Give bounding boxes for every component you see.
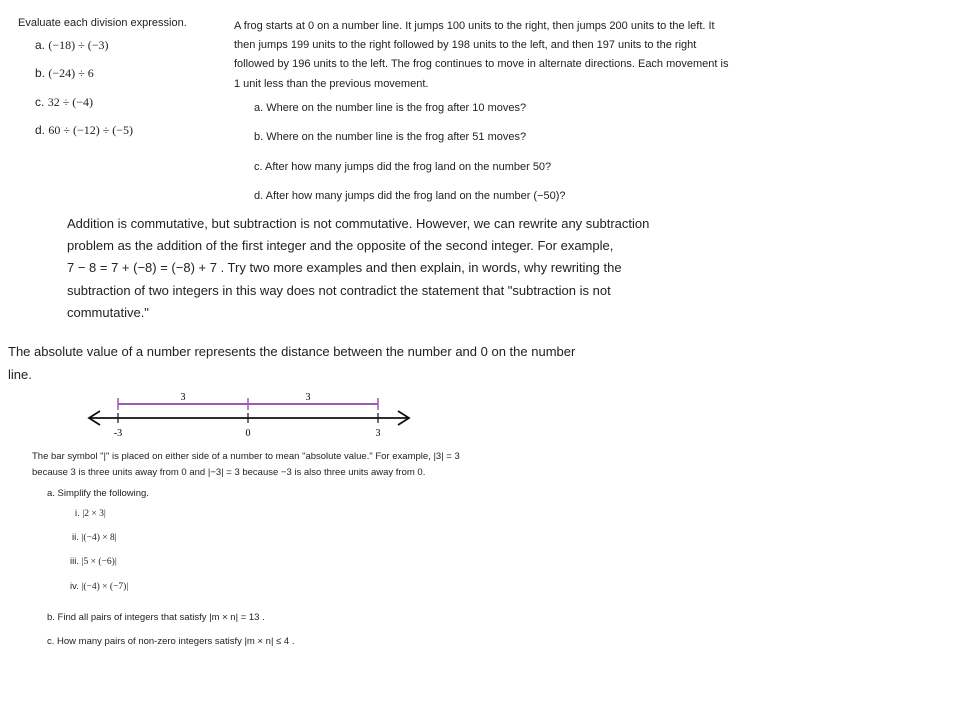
sub-item-label: ii. bbox=[72, 532, 79, 543]
frog-question-c: c. After how many jumps did the frog land on the number 50? bbox=[254, 161, 552, 173]
part-b-question: b. Find all pairs of integers that satisfy |m × n| = 13 . bbox=[47, 612, 265, 623]
division-item-label: b. bbox=[35, 66, 46, 80]
sub-item-label: iv. bbox=[70, 581, 79, 592]
commutative-line-5: commutative." bbox=[67, 305, 149, 320]
sub-item-expr: |(−4) × (−7)| bbox=[81, 582, 129, 592]
division-heading: Evaluate each division expression. bbox=[18, 17, 187, 29]
division-item-expr: 60 ÷ (−12) ÷ (−5) bbox=[48, 123, 134, 137]
bar-text-line-2: because 3 is three units away from 0 and |−3| = 3 because −3 is also three units away from 0. bbox=[32, 467, 426, 478]
part-a-heading: a. Simplify the following. bbox=[47, 488, 149, 499]
sub-item-ii bbox=[72, 532, 117, 543]
commutative-line-4: subtraction of two integers in this way does not contradict the statement that "subtraction is not bbox=[67, 283, 611, 298]
absolute-intro-line-1: The absolute value of a number represents the distance between the number and 0 on the number bbox=[8, 344, 576, 359]
part-c-question: c. How many pairs of non-zero integers satisfy |m × n| ≤ 4 . bbox=[47, 636, 295, 647]
division-item-label: c. bbox=[35, 95, 45, 109]
frog-text-line-2: then jumps 199 units to the right followed by 198 units to the left, and then 197 units to the right bbox=[234, 39, 697, 51]
absolute-intro-line-2: line. bbox=[8, 367, 32, 382]
sub-item-expr: |5 × (−6)| bbox=[81, 557, 117, 567]
sub-item-iii bbox=[70, 556, 117, 567]
distance-label-right: 3 bbox=[305, 392, 311, 403]
frog-text-line-3: followed by 196 units to the left. The frog continues to move in alternate directions. Each movement is bbox=[234, 58, 729, 70]
frog-question-a: a. Where on the number line is the frog after 10 moves? bbox=[254, 102, 527, 114]
division-item-expr: (−24) ÷ 6 bbox=[48, 66, 94, 80]
commutative-line-1: Addition is commutative, but subtraction is not commutative. However, we can rewrite any subtraction bbox=[67, 216, 650, 231]
tick-label-neg3: -3 bbox=[113, 428, 123, 439]
distance-label-left: 3 bbox=[180, 392, 186, 403]
sub-item-label: i. bbox=[75, 508, 80, 519]
sub-item-expr: |(−4) × 8| bbox=[81, 533, 117, 543]
frog-question-b: b. Where on the number line is the frog after 51 moves? bbox=[254, 131, 527, 143]
sub-item-iv bbox=[70, 581, 128, 592]
sub-item-expr: |2 × 3| bbox=[82, 509, 106, 519]
sub-item-i bbox=[75, 508, 106, 519]
division-item-expr: 32 ÷ (−4) bbox=[47, 95, 94, 109]
frog-question-d: d. After how many jumps did the frog land on the number (−50)? bbox=[254, 190, 566, 202]
frog-text-line-4: 1 unit less than the previous movement. bbox=[234, 78, 429, 90]
tick-label-3: 3 bbox=[375, 428, 381, 439]
commutative-line-3: 7 − 8 = 7 + (−8) = (−8) + 7 . Try two more examples and then explain, in words, why rewriting the bbox=[67, 260, 622, 275]
division-item-expr: (−18) ÷ (−3) bbox=[48, 38, 109, 52]
sub-item-label: iii. bbox=[70, 556, 79, 567]
division-item-label: a. bbox=[35, 38, 46, 52]
division-item-label: d. bbox=[35, 123, 46, 137]
bar-text-line-1: The bar symbol "|" is placed on either side of a number to mean "absolute value." For example, |3| = 3 bbox=[32, 451, 460, 462]
frog-text-line-1: A frog starts at 0 on a number line. It jumps 100 units to the right, then jumps 200 units to the left. It bbox=[234, 20, 715, 32]
tick-label-0: 0 bbox=[245, 428, 251, 439]
commutative-line-2: problem as the addition of the first integer and the opposite of the second integer. For example, bbox=[67, 238, 614, 253]
